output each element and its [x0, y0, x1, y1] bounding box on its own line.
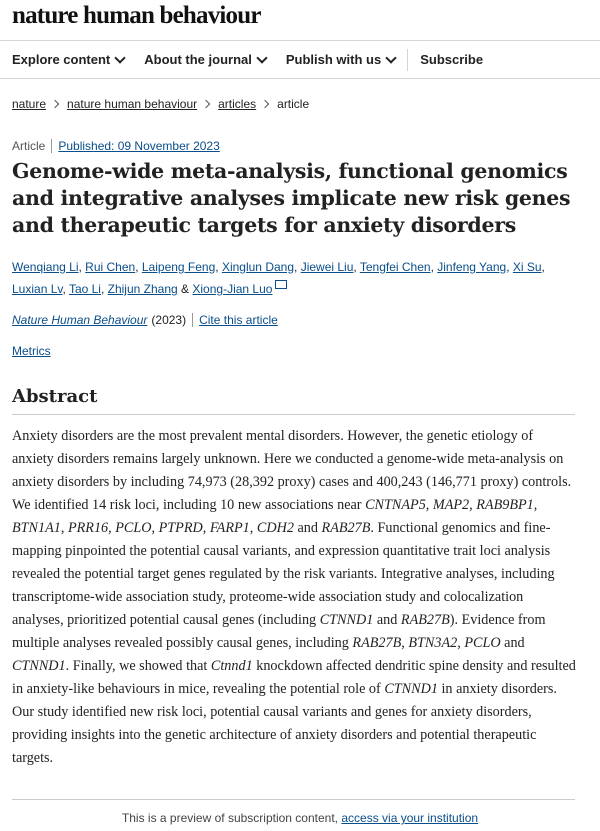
publication-year: (2023) [151, 313, 187, 327]
email-icon[interactable] [275, 280, 287, 289]
chevron-down-icon [386, 52, 397, 63]
chevron-right-icon [202, 100, 210, 108]
journal-name: Nature Human Behaviour [12, 313, 148, 327]
breadcrumb-journal[interactable]: nature human behaviour [67, 97, 198, 111]
abstract-segment: and [500, 635, 525, 651]
breadcrumb-current: article [277, 97, 310, 111]
footer-divider [12, 799, 575, 800]
abstract-segment: , [108, 520, 116, 536]
abstract-segment: , [202, 520, 210, 536]
abstract-segment: and [293, 520, 322, 536]
author-list: Wenqiang Li, Rui Chen, Laipeng Feng, Xinglun Dang, Jiewei Liu, Tengfei Chen, Jinfeng Yang, Xi Su, Luxian Lv, Tao Li, Zhijun Zhang & Xiong-Jian Luo [12, 260, 545, 296]
abstract-segment: , [533, 497, 538, 513]
breadcrumb-articles[interactable]: articles [218, 97, 257, 111]
metrics-link[interactable]: Metrics [12, 344, 51, 358]
abstract-segment: , [457, 635, 465, 651]
institution-access-link[interactable]: access via your institution [341, 811, 479, 825]
author-link[interactable]: Wenqiang Li [12, 260, 79, 274]
abstract-segment: knockdown affected dendritic spine density and resulted in anxiety-like behaviours in mice, revealing the potential role of [12, 658, 576, 697]
chevron-down-icon [256, 52, 267, 63]
gene-name: MAP2 [432, 497, 470, 513]
journal-link[interactable] [12, 313, 147, 327]
author-link[interactable]: Xi Su [512, 260, 542, 274]
gene-name: RAB27B [400, 612, 450, 628]
metrics-section [12, 344, 51, 358]
cite-article-link[interactable]: Cite this article [199, 313, 278, 327]
citation-divider [192, 313, 193, 327]
article-meta [12, 139, 220, 153]
author-link[interactable]: Tao Li [68, 282, 101, 296]
article-title: Genome-wide meta-analysis, functional genomics and integrative analyses implicate new risk genes and therapeutic targets for anxiety disorders [12, 159, 571, 237]
nav-explore-label: Explore content [12, 52, 111, 67]
nav-about-journal[interactable] [144, 52, 266, 67]
masthead [0, 0, 600, 34]
top-navigation [0, 40, 600, 79]
author-link[interactable]: Tengfei Chen [359, 260, 431, 274]
abstract-segment: Anxiety disorders are the most prevalent mental disorders. However, the genetic etiology of anxiety disorders remains largely unknown. Here we conducted a genome-wide meta-analysis on anxiety disorders by including 74,973 (28,392 proxy) cases and 400,243 (146,771 proxy) controls. We identified 14 risk loci, including 10 new associations near [12, 428, 572, 513]
article-type: Article [12, 139, 46, 153]
abstract-segment: , [401, 635, 409, 651]
preview-text: This is a preview of subscription content, [121, 811, 342, 825]
nav-divider [407, 49, 408, 71]
gene-name: CTNND1 [12, 658, 66, 674]
gene-name: CTNND1 [319, 612, 374, 628]
meta-divider [51, 139, 52, 153]
abstract-segment: , [425, 497, 433, 513]
gene-name: FARP1 [209, 520, 250, 536]
gene-name: PCLO [464, 635, 501, 651]
abstract-segment: ). Evidence from multiple analyses revealed possibly causal genes, including [12, 612, 546, 651]
nav-subscribe[interactable] [420, 52, 483, 67]
abstract-segment: . Finally, we showed that [65, 658, 211, 674]
author-link[interactable]: Zhijun Zhang [107, 282, 178, 296]
gene-name: RAB27B [321, 520, 371, 536]
author-link[interactable]: Rui Chen [85, 260, 136, 274]
chevron-right-icon [261, 100, 269, 108]
and-conjunction: & [181, 282, 190, 296]
nav-about-label: About the journal [144, 52, 252, 67]
abstract-segment: , [60, 520, 68, 536]
gene-name: Ctnnd1 [210, 658, 253, 674]
abstract-segment: in anxiety disorders. Our study identified new risk loci, potential causal variants and genes for anxiety disorders, providing insights into the genetic architecture of anxiety disorders and potential therapeutic targets. [12, 681, 557, 766]
breadcrumb [12, 97, 309, 111]
author-link[interactable]: Jiewei Liu [300, 260, 354, 274]
gene-name: RAB9BP1 [476, 497, 534, 513]
gene-name: PCLO [115, 520, 152, 536]
nav-explore-content[interactable] [12, 52, 124, 67]
author-link[interactable]: Xiong-Jian Luo [192, 282, 273, 296]
gene-name: CTNND1 [384, 681, 438, 697]
gene-name: CNTNAP5 [365, 497, 426, 513]
abstract-segment: and [373, 612, 401, 628]
abstract-segment: , [249, 520, 257, 536]
gene-name: CDH2 [256, 520, 294, 536]
abstract-heading: Abstract [12, 386, 575, 415]
nav-subscribe-label: Subscribe [420, 52, 484, 67]
site-logo[interactable]: nature human behaviour [12, 2, 261, 29]
gene-name: BTN1A1 [12, 520, 61, 536]
author-link[interactable]: Jinfeng Yang [437, 260, 507, 274]
abstract-segment: , [151, 520, 159, 536]
author-link[interactable]: Luxian Lv [12, 282, 63, 296]
nav-publish[interactable] [286, 52, 395, 67]
author-link[interactable]: Xinglun Dang [221, 260, 295, 274]
gene-name: PTPRD [158, 520, 203, 536]
abstract-segment: . Functional genomics and fine-mapping pinpointed the potential causal variants, and expression quantitative trait loci analysis revealed the potential target genes regulated by the risk variants. Integrative analyses, including transcriptome-wide association study, proteome-wide association study and colocalization analyses, prioritized potential causal genes (including [12, 520, 555, 628]
abstract-segment: , [469, 497, 477, 513]
chevron-right-icon [51, 100, 59, 108]
journal-citation [12, 313, 278, 327]
author-link[interactable]: Laipeng Feng [141, 260, 216, 274]
gene-name: PRR16 [67, 520, 109, 536]
abstract-text [12, 425, 577, 770]
gene-name: BTN3A2 [408, 635, 458, 651]
gene-name: RAB27B [352, 635, 402, 651]
breadcrumb-nature[interactable]: nature [12, 97, 47, 111]
nav-publish-label: Publish with us [285, 52, 382, 67]
chevron-down-icon [115, 52, 126, 63]
subscription-preview-notice [0, 811, 600, 825]
published-date-link[interactable]: Published: 09 November 2023 [58, 139, 220, 153]
